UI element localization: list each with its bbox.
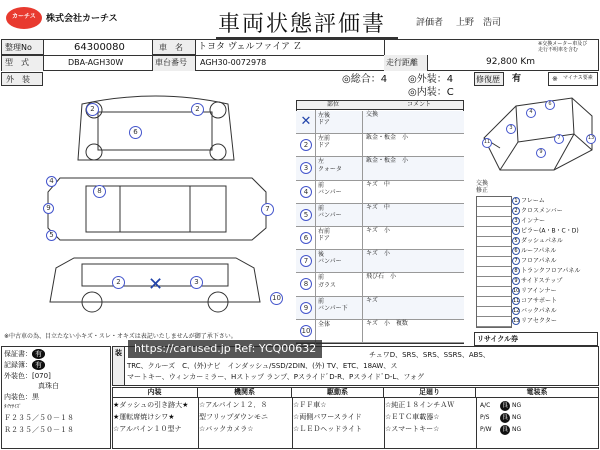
interior-value: 黒 bbox=[32, 393, 39, 401]
equipment-line-1: チュワD、SRS、SRS、SSRS、ABS、 bbox=[369, 351, 490, 359]
watermark-text: https://carused.jp Ref: YCQ00632 bbox=[134, 342, 317, 355]
damage-index: 8 bbox=[300, 278, 312, 290]
exterior-label-cell bbox=[1, 72, 43, 86]
overall-score: ◎総合：4 bbox=[342, 74, 388, 85]
appraiser-name: 上野 浩司 bbox=[456, 18, 502, 28]
frame-item bbox=[512, 217, 545, 225]
frame-item bbox=[512, 317, 557, 325]
tire-label: ﾀｲﾔｻｲｽﾞ bbox=[4, 404, 22, 410]
elec-ng: NG bbox=[512, 426, 522, 433]
damage-index: 5 bbox=[300, 209, 312, 221]
interior-label: 内装色 bbox=[4, 393, 25, 401]
record-label: 記録簿 bbox=[4, 361, 25, 369]
warranty-row: 保証書： 有 bbox=[4, 350, 45, 358]
page-title: 車両状態評価書 bbox=[218, 12, 387, 37]
equipment-head bbox=[113, 347, 125, 385]
frame-item-no: 5 bbox=[512, 237, 520, 245]
damage-desc: キズ 小 複数 bbox=[366, 319, 408, 327]
repair-note: マイナス要素 bbox=[563, 75, 593, 81]
frame-item-no: 7 bbox=[512, 257, 520, 265]
damage-part: 全体 bbox=[318, 320, 331, 328]
recycle-label: リサイクル券 bbox=[477, 335, 519, 343]
damage-desc: キズ 中 bbox=[366, 203, 390, 211]
marker-6: 6 bbox=[129, 126, 142, 139]
damage-desc: 交換 bbox=[366, 111, 379, 118]
marker-2-top-right: 2 bbox=[191, 103, 204, 116]
marker-3: 3 bbox=[190, 276, 203, 289]
equipment-line-2: TRC、クルーズ C、(外)ナビ インダッシュ/SSD/2DIN、(外) TV、ETC、18AW、ス bbox=[127, 362, 398, 370]
damage-row bbox=[296, 250, 464, 273]
marker-9: 9 bbox=[43, 203, 54, 214]
frame-item-no: 12 bbox=[513, 308, 520, 314]
damage-row bbox=[296, 134, 464, 157]
damage-row-divider bbox=[362, 111, 363, 134]
marker-8: 8 bbox=[93, 185, 106, 198]
bottom-header: 電装系 bbox=[476, 387, 599, 398]
damage-row-divider bbox=[362, 227, 363, 250]
bottom-drive-line: ☆ＬＥＤヘッドライト bbox=[293, 425, 363, 433]
mgmt-no-label-cell bbox=[2, 40, 44, 55]
damage-row bbox=[296, 273, 464, 296]
mileage-label: 走行距離 bbox=[386, 58, 418, 67]
frame-item-no: 3 bbox=[512, 217, 520, 225]
frame-item-label: フロアパネル bbox=[521, 257, 557, 265]
marker-5: 5 bbox=[46, 230, 57, 241]
company-name: 株式会社カーチス bbox=[46, 14, 118, 24]
bottom-divider bbox=[476, 398, 477, 449]
damage-row bbox=[296, 111, 464, 134]
frame-item bbox=[512, 197, 545, 205]
bottom-header: 足廻り bbox=[384, 387, 476, 398]
frame-check-grid bbox=[476, 196, 512, 328]
marker-10: 10 bbox=[270, 292, 283, 305]
damage-row-divider bbox=[362, 320, 363, 343]
frame-item bbox=[512, 307, 557, 315]
frame-item-label: バックパネル bbox=[521, 307, 557, 315]
frame-item bbox=[512, 247, 556, 255]
header-hline bbox=[2, 55, 384, 56]
marker-2-bottom: 2 bbox=[112, 276, 125, 289]
frame-diagram bbox=[476, 88, 598, 182]
frame-col-replace: 交換 bbox=[476, 180, 489, 187]
appraiser-label: 評価者 bbox=[416, 18, 444, 28]
frame-item-no: 13 bbox=[513, 318, 520, 324]
damage-part: 左 クォータ bbox=[318, 158, 342, 173]
damage-part: 後 バンパー bbox=[318, 251, 342, 266]
ext-label: 外装 bbox=[416, 74, 437, 85]
frame-marker-11: 11 bbox=[482, 138, 492, 148]
bottom-header: 駆動系 bbox=[292, 387, 384, 398]
frame-col-fix: 修正 bbox=[476, 187, 489, 194]
bottom-interior-line: ★ダッシュの引き跡大★ bbox=[113, 401, 189, 409]
bottom-susp-line: ☆ＥＴＣ車載器☆ bbox=[385, 413, 440, 421]
warranty-value: 有 bbox=[32, 349, 45, 359]
bottom-susp-line: ☆スマートキー☆ bbox=[385, 425, 440, 433]
tire-front: Ｆ２３５／５０－１８ bbox=[4, 414, 74, 422]
frame-item-label: リアセクター bbox=[521, 317, 557, 325]
damage-header-part: 部位 bbox=[327, 101, 340, 108]
mileage-note-1: ※交換メーター車及び bbox=[538, 41, 588, 47]
frame-item-label: コアサポート bbox=[521, 297, 558, 305]
frame-item bbox=[512, 207, 563, 215]
frame-item-label: ダッシュパネル bbox=[521, 237, 563, 245]
damage-desc: キズ bbox=[366, 296, 378, 304]
bottom-drive-line: ☆両側パワースライド bbox=[293, 413, 362, 421]
damage-part: 前 バンパー bbox=[318, 204, 342, 219]
elec-ng: NG bbox=[512, 414, 522, 421]
damage-row-divider bbox=[362, 273, 363, 296]
frame-marker-9: 9 bbox=[536, 148, 546, 158]
repair-value: 有 bbox=[512, 74, 522, 84]
damage-desc: 鈑金・板金 小 bbox=[366, 134, 409, 142]
elec-ok: 良 bbox=[501, 402, 508, 409]
damage-row bbox=[296, 181, 464, 204]
marker-7: 7 bbox=[261, 203, 274, 216]
damage-row-divider bbox=[362, 134, 363, 157]
repair-mark-box bbox=[548, 72, 598, 86]
elec-ok: 良 bbox=[501, 414, 508, 421]
interior-row: 内装色：黒 bbox=[4, 393, 39, 401]
damage-part: 左前 ドア bbox=[318, 135, 331, 150]
damage-row-divider bbox=[362, 204, 363, 227]
damage-row bbox=[296, 204, 464, 227]
elec-key: P/W bbox=[480, 426, 492, 433]
int-score: ◎内装：C bbox=[408, 87, 454, 98]
damage-index: ✕ bbox=[300, 113, 312, 129]
car-name-label: 車 名 bbox=[159, 43, 183, 52]
frame-item bbox=[512, 237, 563, 245]
frame-marker-13: 13 bbox=[586, 134, 596, 144]
watermark bbox=[128, 340, 322, 358]
bottom-engine-line: 型フリップダウンモニ bbox=[199, 413, 268, 421]
damage-desc: キズ 小 bbox=[366, 250, 390, 258]
frame-item-label: サイドステップ bbox=[521, 277, 563, 285]
marker-2-top-left: 2 bbox=[86, 103, 99, 116]
damage-desc: 鈑金・板金 小 bbox=[366, 157, 409, 165]
elec-ng: NG bbox=[512, 402, 522, 409]
bottom-interior-line: ☆アルパイン１０型ナ bbox=[113, 425, 182, 433]
damage-index-column bbox=[296, 110, 316, 344]
car-top-view bbox=[78, 96, 234, 160]
damage-index: 7 bbox=[300, 255, 312, 267]
frame-marker-4: 4 bbox=[526, 108, 536, 118]
elec-row bbox=[480, 401, 521, 411]
damage-index: 9 bbox=[300, 302, 312, 314]
damage-header bbox=[297, 101, 463, 110]
damage-part: 右前 ドア bbox=[318, 228, 331, 243]
frame-item-no: 11 bbox=[513, 298, 520, 304]
model-value: DBA-AGH30W bbox=[68, 58, 124, 67]
frame-item-label: リアインナー bbox=[521, 287, 557, 295]
bottom-engine-line: ☆アルパイン１２．８ bbox=[199, 401, 268, 409]
model-label: 型 式 bbox=[5, 58, 29, 67]
color-label: 外装色 bbox=[4, 372, 25, 380]
left-info bbox=[1, 346, 111, 449]
damage-row-divider bbox=[362, 297, 363, 320]
damage-desc: 飛び石 小 bbox=[366, 273, 397, 281]
mileage-label-cell bbox=[384, 55, 428, 71]
frame-item-no: 2 bbox=[512, 207, 520, 215]
damage-part: 前 ガラス bbox=[318, 274, 336, 289]
damage-desc: キズ 中 bbox=[366, 180, 390, 188]
damage-index: 4 bbox=[300, 186, 312, 198]
frame-item-no: 9 bbox=[512, 277, 520, 285]
repair-mark: ※ bbox=[552, 75, 558, 83]
frame-item-no: 4 bbox=[512, 227, 520, 235]
recycle-box bbox=[474, 332, 598, 346]
frame-item-no: 10 bbox=[513, 288, 520, 294]
logo-text: カーチス bbox=[12, 13, 36, 20]
frame-item-label: インナー bbox=[521, 217, 546, 225]
warranty-label: 保証書 bbox=[4, 350, 25, 358]
frame-item bbox=[512, 257, 557, 265]
bottom-drive-line: ☆ＦＦ車☆ bbox=[293, 401, 327, 409]
marker-x-bottom: ✕ bbox=[148, 274, 164, 295]
elec-key: A/C bbox=[480, 402, 491, 409]
damage-row-divider bbox=[362, 250, 363, 273]
ext-value: 4 bbox=[446, 74, 454, 85]
damage-index: 2 bbox=[300, 139, 312, 151]
header-table bbox=[1, 39, 599, 71]
frame-marker-6: 6 bbox=[545, 100, 555, 110]
record-row: 記録簿： 有 bbox=[4, 361, 45, 369]
repair-label: 修復歴 bbox=[476, 75, 500, 84]
bottom-engine-line: ☆バックカメラ☆ bbox=[199, 425, 254, 433]
bottom-header: 内装 bbox=[112, 387, 198, 398]
color-name: 真珠白 bbox=[38, 382, 59, 390]
overall-value: 4 bbox=[380, 74, 388, 85]
frame-item bbox=[512, 227, 579, 235]
bottom-note: ※中古車の為、目立たない小キズ・スレ・オキズは表記いたしませんが御了承下さい。 bbox=[4, 333, 237, 340]
marker-4: 4 bbox=[46, 176, 57, 187]
model-label-cell bbox=[2, 55, 44, 71]
damage-row bbox=[296, 227, 464, 250]
frame-item bbox=[512, 277, 562, 285]
record-value: 有 bbox=[32, 360, 45, 370]
int-value: C bbox=[446, 87, 454, 98]
frame-item bbox=[512, 297, 557, 305]
repair-label-cell bbox=[474, 72, 504, 86]
tire-rear: Ｒ２３５／５０－１８ bbox=[4, 426, 74, 434]
damage-row bbox=[296, 157, 464, 180]
frame-marker-3: 3 bbox=[506, 124, 516, 134]
damage-desc: キズ 小 bbox=[366, 227, 390, 234]
overall-label: 総合 bbox=[350, 74, 371, 85]
damage-part: 前 バンパー下 bbox=[318, 297, 348, 312]
equipment-head-text: 装 bbox=[115, 349, 122, 357]
chassis-label: 車台番号 bbox=[155, 58, 187, 67]
frame-marker-7: 7 bbox=[554, 134, 564, 144]
damage-part: 前 バンパー bbox=[318, 181, 342, 196]
damage-row bbox=[296, 297, 464, 320]
equipment-line-3: マートキー、ウィンカーミラー、Hストップ ランプ、PスライドﾞD-R、PスライドﾞD-L、フォグ bbox=[127, 373, 425, 381]
damage-index: 10 bbox=[300, 325, 312, 337]
elec-key: P/S bbox=[480, 414, 490, 421]
car-name-label-cell bbox=[152, 40, 196, 55]
mileage-value: 92,800 Km bbox=[486, 57, 536, 67]
frame-item-no: 8 bbox=[512, 267, 520, 275]
color-row: 外装色：[070] bbox=[4, 372, 51, 380]
frame-item-label: クロスメンバー bbox=[521, 207, 563, 215]
mgmt-no-value: 64300080 bbox=[74, 42, 125, 53]
frame-item-label: フレーム bbox=[521, 197, 545, 205]
frame-item-no: 1 bbox=[512, 197, 520, 205]
frame-item-label: ピラー(A・B・C・D) bbox=[521, 227, 579, 235]
bottom-susp-line: ☆純正１８インチＡＷ bbox=[385, 401, 455, 409]
damage-row-divider bbox=[362, 157, 363, 180]
ext-score: ◎外装：4 bbox=[408, 74, 454, 85]
damage-index: 3 bbox=[300, 162, 312, 174]
color-code: [070] bbox=[32, 372, 51, 380]
frame-item bbox=[512, 267, 580, 275]
int-label: 内装 bbox=[416, 87, 437, 98]
frame-item-label: ルーフパネル bbox=[521, 247, 557, 255]
car-side-view bbox=[48, 178, 266, 240]
bottom-header: 機関系 bbox=[198, 387, 292, 398]
exterior-label: 外 装 bbox=[6, 75, 30, 84]
damage-part: 左後 ドア bbox=[318, 112, 331, 127]
mgmt-no-label: 整理No bbox=[5, 43, 32, 52]
frame-item bbox=[512, 287, 556, 295]
chassis-value: AGH30-0072978 bbox=[200, 58, 267, 67]
damage-header-comment: コメント bbox=[407, 101, 432, 108]
elec-row bbox=[480, 425, 521, 435]
bottom-interior-line: ★運転席焼けシワ★ bbox=[113, 413, 175, 421]
damage-row-divider bbox=[362, 181, 363, 204]
company-logo bbox=[6, 7, 42, 29]
frame-item-no: 6 bbox=[512, 247, 520, 255]
frame-item-label: トランクフロアパネル bbox=[521, 267, 581, 275]
car-name-value: トヨタ ヴェルファイア Ｚ bbox=[198, 42, 302, 52]
chassis-label-cell bbox=[152, 55, 196, 71]
elec-ok: 良 bbox=[501, 426, 508, 433]
damage-index: 6 bbox=[300, 232, 312, 244]
elec-row bbox=[480, 413, 521, 423]
mileage-note-2: 走行不明車を含む bbox=[538, 47, 579, 53]
